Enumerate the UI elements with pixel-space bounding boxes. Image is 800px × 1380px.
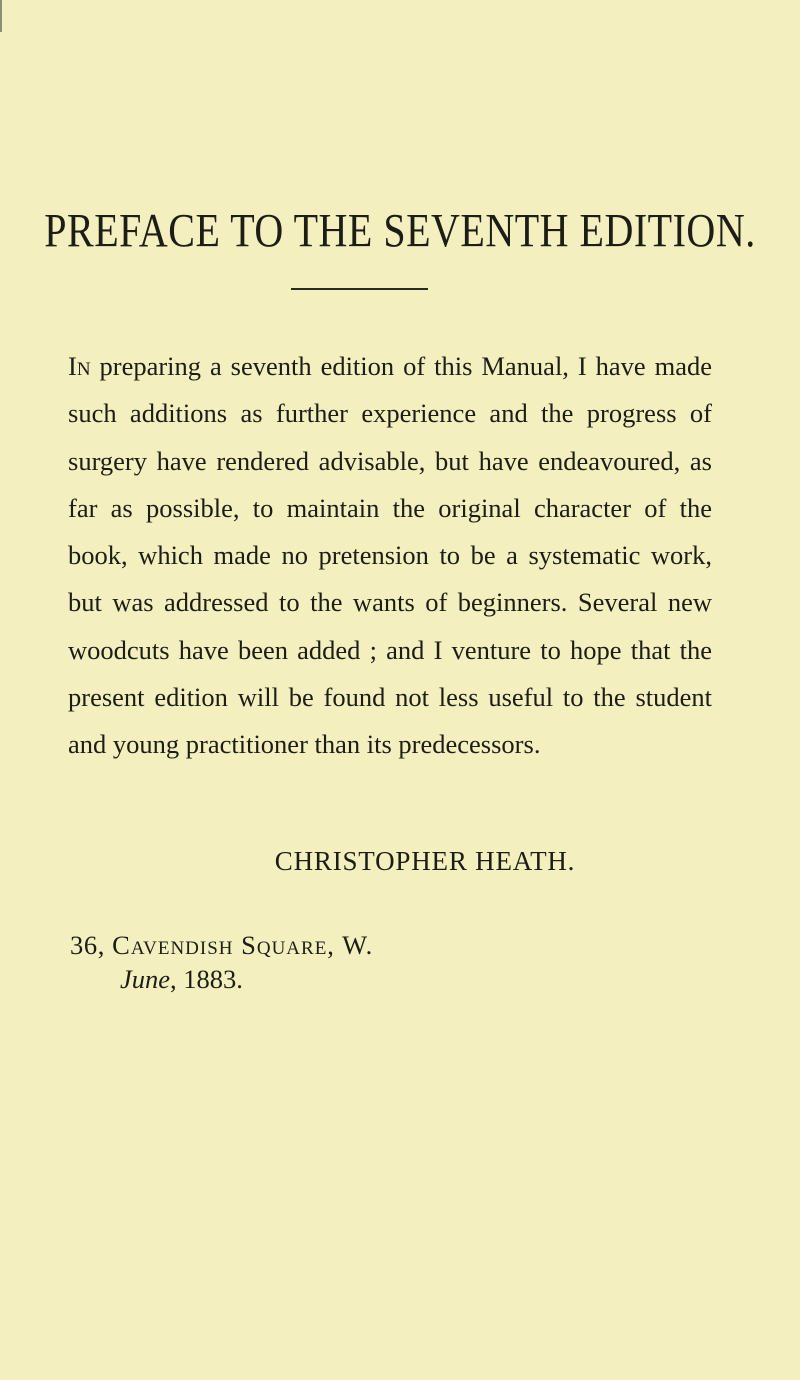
- title-rule: [291, 288, 428, 290]
- address-street: Cavendish Square, W.: [112, 930, 374, 960]
- date-year: , 1883.: [170, 964, 243, 994]
- date-month: June: [120, 964, 171, 994]
- lead-word: In: [68, 351, 91, 381]
- preface-text: preparing a seventh edition of this Manual, I have made such additions as further experience and the progress of surgery have rendered advisable, but have endeavoured, as far as possible, to maintain the original character of the book, which made no pretension to be a systematic work, but was addressed to the wants of beginners. Several new woodcuts have been added ; and I venture to hope that the present edition will be found not less useful to the student and young practitioner than its predecessors.: [68, 351, 712, 760]
- date-line: [120, 964, 243, 995]
- page-title: PREFACE TO THE SEVENTH EDITION.: [44, 204, 756, 258]
- address-line: [70, 930, 373, 961]
- preface-paragraph: [68, 343, 712, 769]
- page-edge-mark: [0, 0, 2, 32]
- address-number: 36,: [70, 930, 105, 960]
- author-signature: CHRISTOPHER HEATH.: [274, 846, 576, 876]
